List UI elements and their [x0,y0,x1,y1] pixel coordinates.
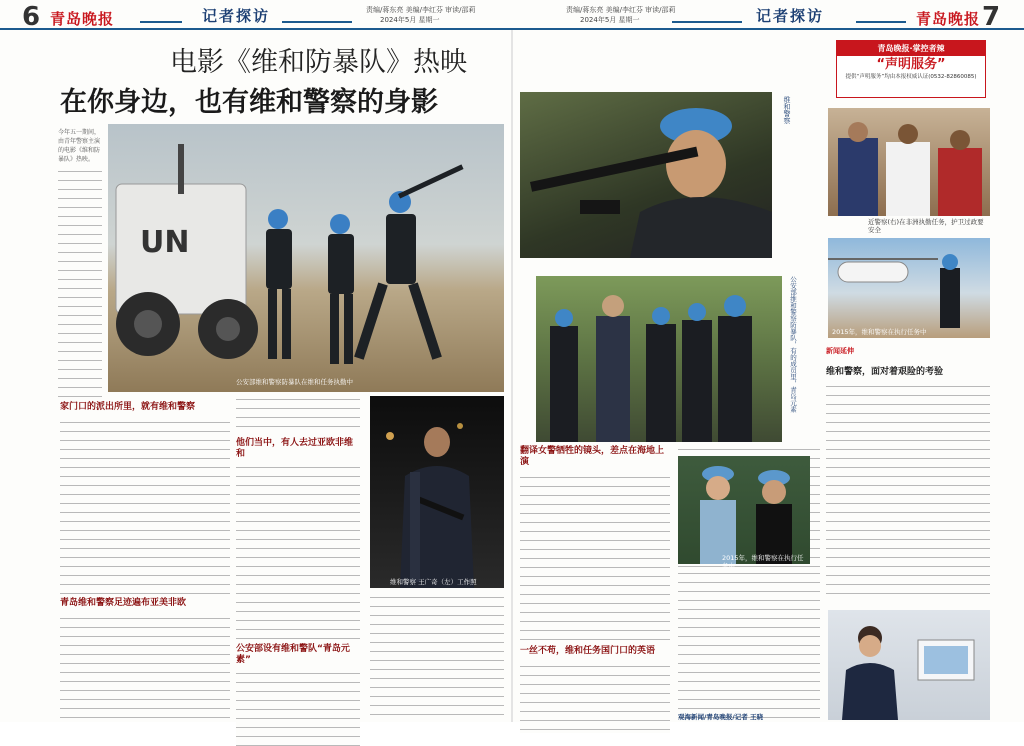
photo-main-peacekeepers [108,124,504,392]
article-col-6 [678,570,820,718]
svg-text:UN: UN [140,225,190,260]
article-col-3 [370,594,504,718]
vertical-caption-center [788,276,802,442]
intro-text: 今年五一期间，由青年警察主演的电影《维和防暴队》热映。 [58,129,101,163]
article-title: 家门口的派出所里，就有维和警察 [60,402,196,412]
photo-sniper [520,92,772,258]
photo-female-officer [678,456,810,570]
page-number-left: 6 [22,2,41,32]
photo-police-desk [828,610,990,720]
caption-top-right: 维和警察 [783,96,791,124]
meta-date-left: 2024年5月 星期一 [380,16,440,24]
meta-date-right: 2024年5月 星期一 [580,16,640,24]
meta-editor-right: 责编/蒋东亮 美编/李红芬 审读/邵莉 [566,6,676,14]
sidebar [826,346,990,608]
sidebar-tag: 新闻延伸 [826,347,854,355]
article-title: 翻译女警牺牲的镜头，差点在海地上演 [520,446,665,467]
caption-small-photo: 2015年，维和警察在执行任务中 [722,554,804,570]
section-rule [282,21,352,23]
intro-column [58,128,102,388]
caption-officer: 维和警察 王广奇（左）工作照 [390,578,477,586]
ad-line-2: “声明服务” [876,57,946,72]
page-gutter [511,30,513,722]
caption-main-photo: 公安部维和警察防暴队在维和任务执勤中 [236,378,353,386]
ad-box [836,40,986,98]
page-header [0,0,1024,30]
photo-leader [828,108,990,216]
sidebar-title: 维和警察，面对着艰险的考验 [826,367,944,377]
ad-line-3: 提供“声明服务”均由本报权威认证(0532-82860085) [845,74,977,80]
logo-left: 青岛晚报 [50,10,115,28]
article-title: 公安部设有维和警队“青岛元素” [236,644,350,665]
article-title: 一丝不苟，维和任务国门口的英语 [520,646,656,656]
photo-helicopter [828,238,990,338]
page-number-right: 7 [982,2,1001,32]
photo-officer [370,396,504,588]
article-col-4 [520,446,670,718]
article-title: 青岛维和警察足迹遍布亚美非欧 [60,598,187,608]
caption-leader: 近警察(右)在非洲执勤任务，护卫过政要安全 [868,218,984,234]
caption-helicopter: 2015年，维和警察在执行任务中 [832,328,927,336]
ad-line-1: 青岛晚报·掌控者辣 [837,41,985,56]
credit-line: 观海新闻/青岛晚报/记者 王晓 [678,713,764,721]
headline-primary: 电影《维和防暴队》热映 [170,47,467,78]
photo-handshake [536,276,782,442]
logo-right: 青岛晚报 [916,10,981,28]
section-rule [140,21,182,23]
headline-secondary: 在你身边，也有维和警察的身影 [60,87,438,118]
article-col-1 [60,402,230,718]
section-title-right: 记者探访 [756,7,825,25]
section-rule [672,21,742,23]
vertical-caption-block [782,96,826,176]
caption-center-vertical: 公安部维和警察防暴队，有的成员里，青岛元素 [789,276,797,413]
section-rule [856,21,906,23]
article-title: 他们当中，有人去过亚欧非维和 [236,438,354,459]
section-title-left: 记者探访 [202,7,271,25]
meta-editor-left: 责编/蒋东亮 美编/李红芬 审读/邵莉 [366,6,476,14]
article-col-2 [236,396,360,718]
